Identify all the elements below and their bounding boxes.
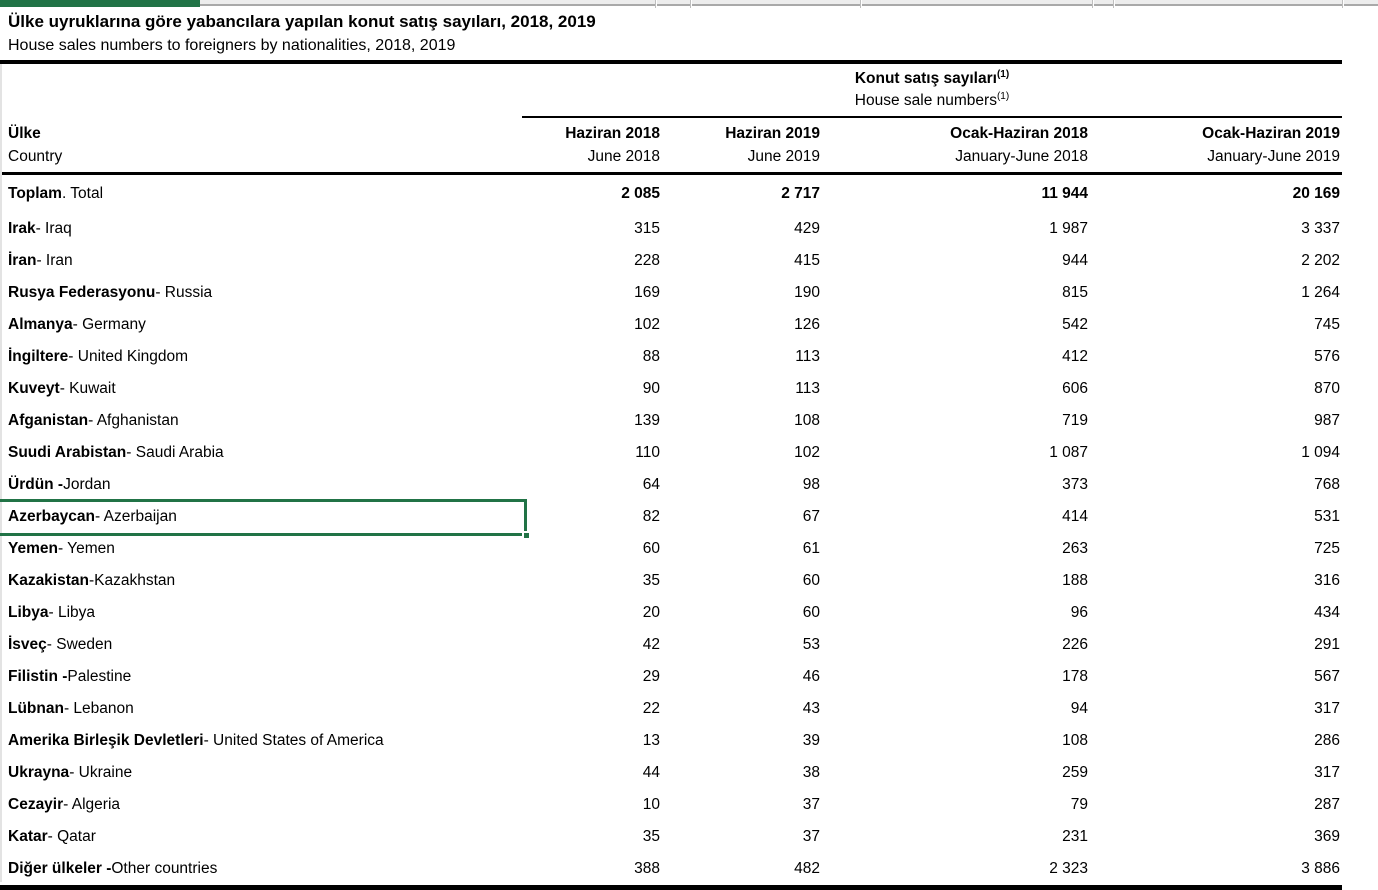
value-cell[interactable]: 113 [795, 380, 820, 397]
column-gridline [860, 0, 862, 8]
table-row [0, 245, 1342, 277]
column-header-turkish: Haziran 2018 [565, 125, 660, 142]
value-cell[interactable]: 108 [794, 412, 820, 429]
country-cell[interactable]: Kuveyt - Kuwait [8, 380, 116, 397]
table-title-turkish: Ülke uyruklarına göre yabancılara yapılan konut satış sayıları, 2018, 2019 [8, 12, 596, 31]
value-cell[interactable]: 388 [634, 860, 660, 877]
value-cell[interactable]: 98 [802, 476, 820, 493]
value-cell[interactable]: 190 [794, 284, 820, 301]
value-cell[interactable]: 1 094 [1301, 444, 1340, 461]
value-cell[interactable]: 315 [634, 220, 660, 237]
value-cell[interactable]: 94 [1070, 700, 1088, 717]
value-cell[interactable]: 178 [1062, 668, 1088, 685]
table-row [0, 789, 1342, 821]
value-cell[interactable]: 286 [1314, 732, 1340, 749]
value-cell[interactable]: 719 [1062, 412, 1088, 429]
value-cell[interactable]: 531 [1314, 508, 1340, 525]
table-row [0, 437, 1342, 469]
value-cell[interactable]: 60 [802, 572, 820, 589]
value-cell[interactable]: 88 [642, 348, 660, 365]
value-cell[interactable]: 287 [1314, 796, 1340, 813]
column-gridline [1113, 0, 1115, 8]
country-cell[interactable]: Lübnan - Lebanon [8, 700, 134, 717]
value-cell[interactable]: 2 717 [781, 185, 820, 202]
value-cell[interactable]: 414 [1062, 508, 1088, 525]
column-header-cell[interactable] [662, 122, 822, 168]
value-cell[interactable]: 373 [1062, 476, 1088, 493]
value-cell[interactable]: 606 [1062, 380, 1088, 397]
value-cell[interactable]: 369 [1314, 828, 1340, 845]
value-cell[interactable]: 108 [1062, 732, 1088, 749]
country-cell[interactable]: Suudi Arabistan - Saudi Arabia [8, 444, 224, 461]
country-cell[interactable]: Afganistan - Afghanistan [8, 412, 179, 429]
value-cell[interactable]: 188 [1062, 572, 1088, 589]
bottom-rule [0, 885, 1342, 890]
table-row [0, 757, 1342, 789]
value-cell[interactable]: 37 [802, 796, 820, 813]
value-cell[interactable]: 567 [1314, 668, 1340, 685]
table-row [0, 597, 1342, 629]
table-row [0, 533, 1342, 565]
country-cell[interactable]: Amerika Birleşik Devletleri - United States of America [8, 732, 384, 749]
country-cell[interactable]: Kazakistan -Kazakhstan [8, 572, 176, 589]
value-cell[interactable]: 745 [1314, 316, 1340, 333]
country-cell[interactable]: Irak - Iraq [8, 220, 72, 237]
column-header-turkish: Ocak-Haziran 2019 [1202, 125, 1340, 142]
table-row [0, 501, 1342, 533]
value-cell[interactable]: 46 [802, 668, 820, 685]
table-title-english: House sales numbers to foreigners by nationalities, 2018, 2019 [8, 37, 456, 54]
stub-header-turkish: Ülke [8, 125, 41, 142]
column-header-cell[interactable] [1090, 122, 1342, 168]
value-cell[interactable]: 44 [642, 764, 660, 781]
value-cell[interactable]: 53 [802, 636, 820, 653]
value-cell[interactable]: 2 085 [621, 185, 660, 202]
value-cell[interactable]: 231 [1062, 828, 1088, 845]
value-cell[interactable]: 20 169 [1292, 185, 1340, 202]
column-gridline [690, 0, 692, 8]
value-cell[interactable]: 169 [634, 284, 660, 301]
table-row [0, 373, 1342, 405]
stub-header-cell[interactable] [0, 122, 522, 168]
value-cell[interactable]: 37 [802, 828, 820, 845]
column-header-cell[interactable] [822, 122, 1090, 168]
value-cell[interactable]: 542 [1062, 316, 1088, 333]
value-cell[interactable]: 725 [1314, 540, 1340, 557]
column-header-cell[interactable] [522, 122, 662, 168]
column-header-english: January-June 2018 [955, 148, 1088, 165]
table-row [0, 175, 1342, 213]
value-cell[interactable]: 2 202 [1301, 252, 1340, 269]
value-cell[interactable]: 317 [1314, 700, 1340, 717]
table-row [0, 469, 1342, 501]
value-cell[interactable]: 1 987 [1049, 220, 1088, 237]
country-cell[interactable]: Diğer ülkeler - Other countries [8, 860, 218, 877]
value-cell[interactable]: 1 087 [1049, 444, 1088, 461]
footnote-marker: (1) [996, 90, 1010, 102]
column-gridline [1092, 0, 1094, 8]
value-cell[interactable]: 10 [642, 796, 660, 813]
value-cell[interactable]: 412 [1062, 348, 1088, 365]
group-header-turkish: Konut satış sayıları$^{(1)}$ [854, 68, 1010, 87]
country-cell[interactable]: Ürdün - Jordan [8, 476, 111, 493]
value-cell[interactable]: 434 [1314, 604, 1340, 621]
group-header-row [0, 64, 1378, 118]
value-cell[interactable]: 317 [1314, 764, 1340, 781]
country-cell[interactable]: İran - Iran [8, 252, 73, 269]
table-row [0, 405, 1342, 437]
table-row [0, 277, 1342, 309]
value-cell[interactable]: 113 [795, 348, 820, 365]
value-cell[interactable]: 60 [802, 604, 820, 621]
group-header-english: House sale numbers$^{(1)}$ [854, 90, 1010, 109]
column-header-turkish: Ocak-Haziran 2018 [950, 125, 1088, 142]
value-cell[interactable]: 43 [802, 700, 820, 717]
value-cell[interactable]: 126 [794, 316, 820, 333]
country-cell[interactable]: Yemen - Yemen [8, 540, 115, 557]
value-cell[interactable]: 96 [1070, 604, 1088, 621]
value-cell[interactable]: 429 [794, 220, 820, 237]
country-cell[interactable]: Cezayir - Algeria [8, 796, 121, 813]
value-cell[interactable]: 38 [802, 764, 820, 781]
table-row [0, 821, 1342, 853]
country-cell[interactable]: Toplam . Total [8, 185, 104, 202]
footnote-marker: (1) [996, 68, 1010, 80]
value-cell[interactable]: 61 [802, 540, 820, 557]
value-cell[interactable]: 1 264 [1301, 284, 1340, 301]
value-cell[interactable]: 3 886 [1301, 860, 1340, 877]
country-cell[interactable]: Rusya Federasyonu - Russia [8, 284, 213, 301]
value-cell[interactable]: 29 [642, 668, 660, 685]
value-cell[interactable]: 987 [1314, 412, 1340, 429]
table-row [0, 725, 1342, 757]
value-cell[interactable]: 482 [794, 860, 820, 877]
column-header-english: June 2018 [587, 148, 660, 165]
table-row [0, 693, 1342, 725]
value-cell[interactable]: 815 [1062, 284, 1088, 301]
value-cell[interactable]: 291 [1314, 636, 1340, 653]
value-cell[interactable]: 79 [1070, 796, 1088, 813]
table-row [0, 853, 1342, 885]
value-cell[interactable]: 67 [802, 508, 820, 525]
value-cell[interactable]: 768 [1314, 476, 1340, 493]
stub-header-english: Country [8, 148, 63, 165]
value-cell[interactable]: 139 [634, 412, 660, 429]
column-gridline [655, 0, 657, 8]
country-cell[interactable]: Katar - Qatar [8, 828, 96, 845]
table-row [0, 213, 1342, 245]
value-cell[interactable]: 39 [802, 732, 820, 749]
value-cell[interactable]: 11 944 [1041, 185, 1088, 202]
grid-cells-sliver [200, 0, 1378, 6]
value-cell[interactable]: 870 [1314, 380, 1340, 397]
country-cell[interactable]: Almanya - Germany [8, 316, 146, 333]
column-header-row [0, 118, 1342, 175]
column-header-english: January-June 2019 [1207, 148, 1340, 165]
country-cell[interactable]: İsveç - Sweden [8, 636, 113, 653]
value-cell[interactable]: 20 [642, 604, 660, 621]
country-cell[interactable]: Libya - Libya [8, 604, 96, 621]
value-cell[interactable]: 13 [642, 732, 660, 749]
value-cell[interactable]: 415 [794, 252, 820, 269]
value-cell[interactable]: 228 [634, 252, 660, 269]
selection-accent-bar [0, 0, 200, 7]
table-row [0, 565, 1342, 597]
value-cell[interactable]: 259 [1062, 764, 1088, 781]
column-header-turkish: Haziran 2019 [725, 125, 820, 142]
table-row [0, 629, 1342, 661]
country-cell[interactable]: İngiltere - United Kingdom [8, 348, 189, 365]
value-cell[interactable]: 102 [794, 444, 820, 461]
value-cell[interactable]: 944 [1062, 252, 1088, 269]
value-cell[interactable]: 110 [635, 444, 660, 461]
country-cell[interactable]: Azerbaycan - Azerbaijan [0, 501, 522, 533]
value-cell[interactable]: 60 [642, 540, 660, 557]
value-cell[interactable]: 42 [642, 636, 660, 653]
value-cell[interactable]: 226 [1062, 636, 1088, 653]
fill-handle[interactable] [522, 531, 531, 540]
country-cell[interactable]: Ukrayna - Ukraine [8, 764, 133, 781]
value-cell[interactable]: 82 [642, 508, 660, 525]
table-row [0, 661, 1342, 693]
value-cell[interactable]: 316 [1314, 572, 1340, 589]
column-gridline [1342, 0, 1344, 8]
value-cell[interactable]: 90 [642, 380, 660, 397]
value-cell[interactable]: 263 [1062, 540, 1088, 557]
group-header-cell[interactable] [522, 64, 1342, 118]
table-row [0, 341, 1342, 373]
country-cell[interactable]: Filistin - Palestine [8, 668, 132, 685]
value-cell[interactable]: 22 [642, 700, 660, 717]
table-row [0, 309, 1342, 341]
value-cell[interactable]: 35 [642, 572, 660, 589]
value-cell[interactable]: 576 [1314, 348, 1340, 365]
column-header-english: June 2019 [747, 148, 820, 165]
value-cell[interactable]: 2 323 [1049, 860, 1088, 877]
table-body [0, 175, 1378, 885]
spreadsheet-top-grid-edge [0, 0, 1378, 8]
value-cell[interactable]: 35 [642, 828, 660, 845]
value-cell[interactable]: 64 [642, 476, 660, 493]
value-cell[interactable]: 3 337 [1301, 220, 1340, 237]
value-cell[interactable]: 102 [634, 316, 660, 333]
